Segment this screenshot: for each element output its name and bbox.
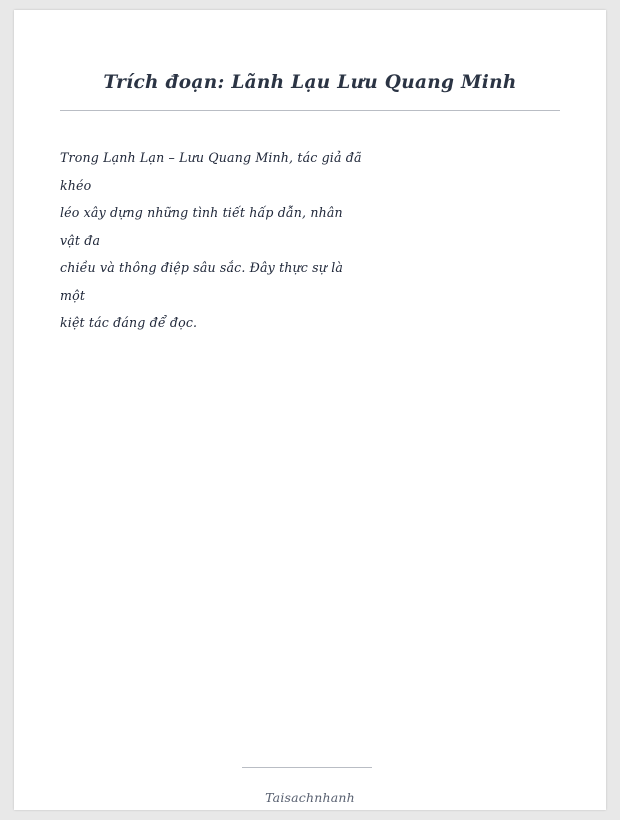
- body-line: kiệt tác đáng để đọc.: [60, 315, 198, 330]
- body-line: một: [60, 287, 86, 303]
- body-line: léo xây dựng những tình tiết hấp dẫn, nhân: [60, 205, 343, 220]
- body-line: vật đa: [60, 232, 101, 248]
- footer-signature: Taisachnhanh: [265, 790, 355, 805]
- title-divider: [60, 110, 560, 111]
- document-content: [14, 10, 606, 810]
- page-title: Trích đoạn: Lãnh Lạu Lưu Quang Minh: [103, 72, 517, 93]
- body-line: khéo: [60, 177, 92, 193]
- body-line: Trong Lạnh Lạn – Lưu Quang Minh, tác giả đã: [60, 150, 362, 165]
- document-page: [14, 10, 606, 810]
- body-line: chiều và thông điệp sâu sắc. Đây thực sự là: [60, 260, 344, 275]
- footer-divider: [242, 767, 372, 768]
- document-body: [60, 144, 540, 337]
